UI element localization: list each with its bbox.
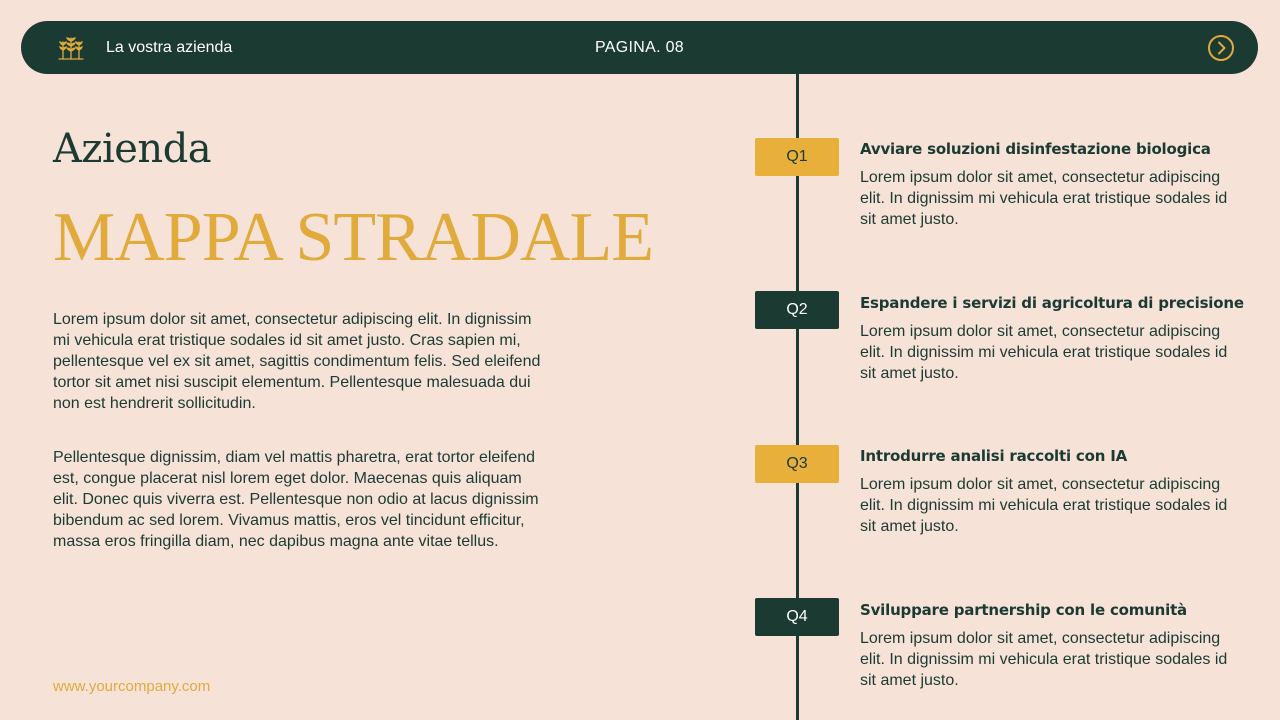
milestone-title-q3: Introdurre analisi raccolti con IA — [860, 447, 1128, 465]
page-title: MAPPA STRADALE — [53, 199, 653, 276]
milestone-description-q2: Lorem ipsum dolor sit amet, consectetur adipiscing elit. In dignissim mi vehicula erat tristique sodales id sit amet justo. — [860, 323, 1228, 382]
brand-name: La vostra azienda — [106, 39, 233, 56]
quarter-badge-q2: Q2 — [755, 291, 839, 329]
milestone-description-q1: Lorem ipsum dolor sit amet, consectetur adipiscing elit. In dignissim mi vehicula erat tristique sodales id sit amet justo. — [860, 169, 1228, 228]
milestone-description-q4: Lorem ipsum dolor sit amet, consectetur adipiscing elit. In dignissim mi vehicula erat tristique sodales id sit amet justo. — [860, 630, 1228, 689]
milestone-title-q4: Sviluppare partnership con le comunità — [860, 601, 1187, 619]
body-paragraph-2: Pellentesque dignissim, diam vel mattis pharetra, erat tortor eleifend est, congue placerat nisl lorem eget dolor. Maecenas quis aliquam elit. Donec quis viverra est. Pellentesque non odio at lacus dignissim bibendum ac sed lorem. Vivamus mattis, eros vel tincidunt efficitur, massa eros fringilla diam, nec dapibus magna ante vitae tellus. — [53, 449, 539, 550]
quarter-badge-q4: Q4 — [755, 598, 839, 636]
milestone-description-q3: Lorem ipsum dolor sit amet, consectetur adipiscing elit. In dignissim mi vehicula erat tristique sodales id sit amet justo. — [860, 476, 1228, 535]
website-link[interactable]: www.yourcompany.com — [53, 678, 211, 695]
body-paragraph-1: Lorem ipsum dolor sit amet, consectetur adipiscing elit. In dignissim mi vehicula erat tristique sodales id sit amet justo. Cras sapien mi, pellentesque vel ex sit amet, sagittis condimentum felis. Sed eleifend tortor sit amet nisi suscipit elementum. Pellentesque malesuada dui non est hendrerit sollicitudin. — [53, 311, 541, 412]
milestone-title-q1: Avviare soluzioni disinfestazione biologica — [860, 140, 1211, 158]
chevron-right-circle-icon[interactable] — [1207, 34, 1235, 62]
page-subtitle: Azienda — [53, 126, 212, 172]
quarter-badge-q1: Q1 — [755, 138, 839, 176]
top-bar — [21, 21, 1258, 74]
page-number: PAGINA. 08 — [595, 39, 684, 56]
milestone-title-q2: Espandere i servizi di agricoltura di precisione — [860, 294, 1244, 312]
quarter-badge-q3: Q3 — [755, 445, 839, 483]
